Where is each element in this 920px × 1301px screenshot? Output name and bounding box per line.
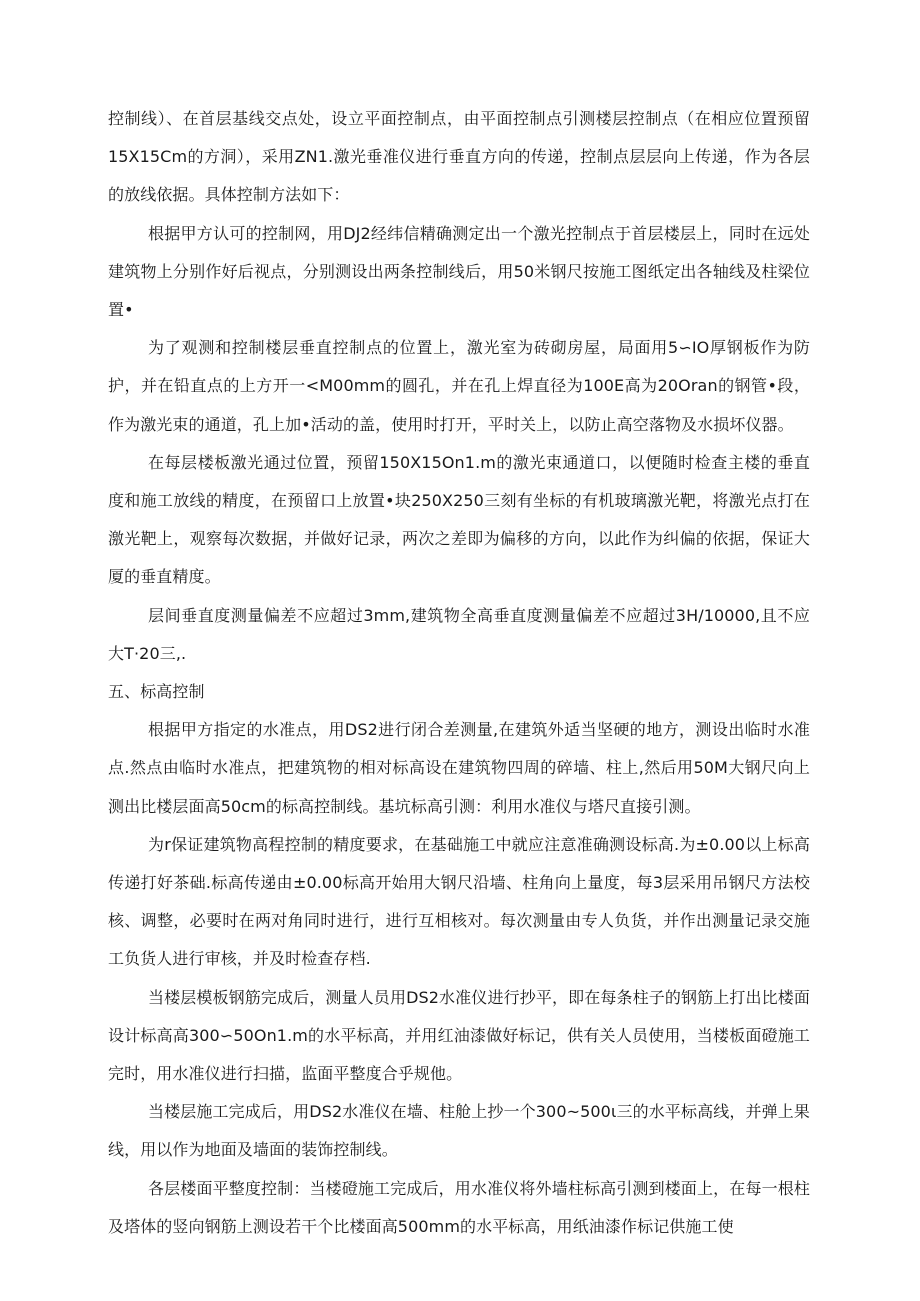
paragraph-finish-lines: 当楼层施工完成后，用DS2水准仪在墙、柱舱上抄一个300~500ι三的水平标高线，并弹上果线，用以作为地面及墙面的装饰控制线。 xyxy=(108,1102,810,1160)
paragraph-elevation-precision: 为r保证建筑物高程控制的精度要求，在基础施工中就应注意准确测设标高.为±0.00以上标高传递打好茶础.标高传递由±0.00标高开始用大钢尺沿墙、柱角向上量度，每3层采用吊钢尺方法校核、调整，必要时在两对角同时进行，进行互相核对。每次测量由专人负货，并作出测量记录交施工负货人进行审核，并及时检查存档. xyxy=(108,834,810,969)
paragraph-benchmark: 根据甲方指定的水准点，用DS2进行闭合差测量,在建筑外适当坚硬的地方，测设出临时水准点.然点由临时水准点，把建筑物的相对标高设在建筑物四周的碎墙、柱上,然后用50M大钢尺向上测出比楼层面高50cm的标高控制线。基坑标高引测：利用水准仪与塔尺直接引测。 xyxy=(108,720,810,816)
section-heading-elevation-control: 五、标高控制 xyxy=(108,682,205,702)
paragraph-verticality-tolerance: 层间垂直度测量偏差不应超过3mm,建筑物全高垂直度测量偏差不应超过3H/10000,且不应大T·20三,. xyxy=(108,605,810,663)
paragraph-formwork-leveling: 当楼层模板钢筋完成后，测量人员用DS2水准仪进行抄平，即在每条柱子的钢筋上打出比楼面设计标高高300∽50On1.m的水平标高，并用红油漆做好标记，供有关人员使用，当楼板面磴施工完时，用水准仪进行扫描，监面平整度合乎规他。 xyxy=(108,987,810,1084)
paragraph-control-network: 根据甲方认可的控制网，用DJ2经纬信精确测定出一个激光控制点于首层楼层上，同时在远处建筑物上分别作好后视点，分别测设出两条控制线后，用50米钢尺按施工图纸定出各轴线及柱梁位置• xyxy=(108,223,810,320)
paragraph-control-lines: 控制线）、在首层基线交点处，设立平面控制点，由平面控制点引测楼层控制点（在相应位置预留15X15Cm的方洞），采用ZN1.激光垂准仪进行垂直方向的传递，控制点层层向上传递，作为各层的放线依据。具体控制方法如下： xyxy=(108,109,810,205)
paragraph-laser-opening: 在每层楼板激光通过位置，预留150X15On1.m的激光束通道口，以便随时检查主楼的垂直度和施工放线的精度，在预留口上放置•块250X250三刻有坐标的有机玻璃激光靶，将激光点打在激光靶上，观察每次数据，并做好记录，两次之差即为偏移的方向，以此作为纠偏的依据，保证大厦的垂直精度。 xyxy=(108,452,810,587)
document-body xyxy=(108,100,810,1246)
paragraph-floor-flatness: 各层楼面平整度控制：当楼磴施工完成后，用水准仪将外墙柱标高引测到楼面上，在每一根柱及塔体的竖向钢筋上测设若干个比楼面高500mm的水平标高，用纸油漆作标记供施工使 xyxy=(108,1178,810,1236)
paragraph-laser-room: 为了观测和控制楼层垂直控制点的位置上，激光室为砖砌房屋，局面用5∽IO厚钢板作为防护，并在铅直点的上方开一<M00mm的圆孔，并在孔上焊直径为100E高为20Oran的钢管•段，作为激光束的通道，孔上加•活动的盖，使用时打开，平时关上，以防止高空落物及水损坏仪器。 xyxy=(108,338,810,434)
